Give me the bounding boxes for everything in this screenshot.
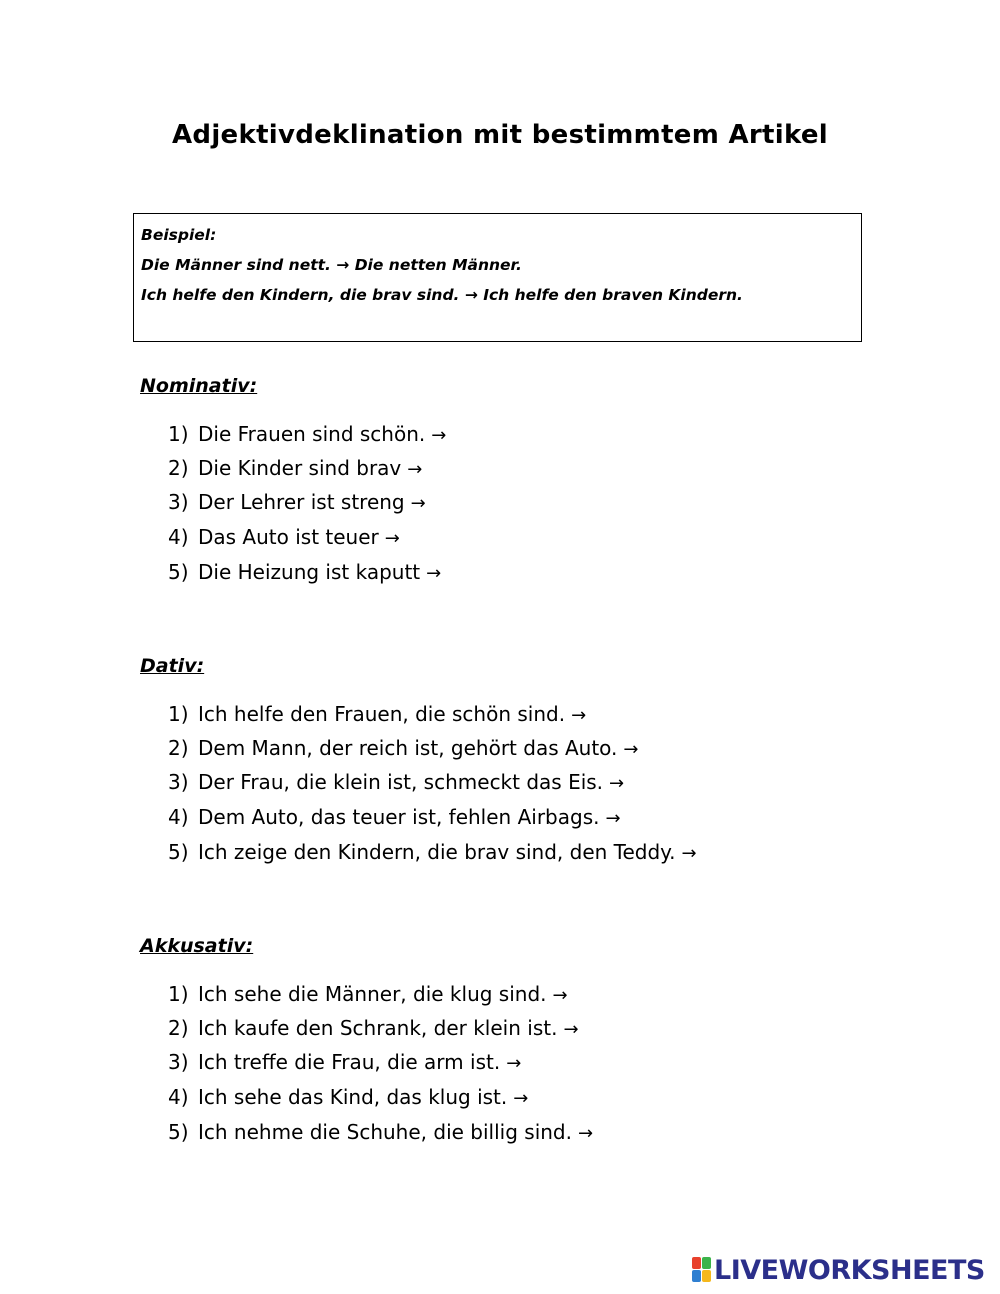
example-line-1: Die Männer sind nett. → Die netten Männer.: [141, 256, 522, 274]
item-number: 4): [168, 1085, 189, 1109]
list-item: [168, 525, 400, 549]
list-item: [168, 982, 568, 1006]
arrow-right-icon: →: [513, 1088, 529, 1109]
item-text: Das Auto ist teuer: [198, 525, 379, 549]
item-number: 1): [168, 422, 189, 446]
item-text: Die Kinder sind brav: [198, 456, 402, 480]
list-item: [168, 560, 441, 584]
list-item: [168, 1120, 593, 1144]
item-number: 4): [168, 525, 189, 549]
item-number: 3): [168, 770, 189, 794]
arrow-right-icon: →: [410, 493, 426, 514]
list-item: [168, 736, 639, 760]
arrow-right-icon: →: [426, 563, 442, 584]
example-line-2: Ich helfe den Kindern, die brav sind. → Ich helfe den braven Kindern.: [141, 286, 743, 304]
arrow-right-icon: →: [552, 985, 568, 1006]
item-text: Ich treffe die Frau, die arm ist.: [198, 1050, 501, 1074]
page-title: Adjektivdeklination mit bestimmtem Artikel: [172, 120, 828, 150]
list-item: [168, 805, 621, 829]
item-text: Der Lehrer ist streng: [198, 490, 405, 514]
arrow-right-icon: →: [506, 1053, 522, 1074]
list-item: [168, 770, 624, 794]
arrow-right-icon: →: [571, 705, 587, 726]
example-label: Beispiel:: [141, 226, 217, 244]
item-text: Die Frauen sind schön.: [198, 422, 426, 446]
section-heading-dativ: Dativ:: [140, 655, 205, 677]
item-number: 5): [168, 560, 189, 584]
arrow-right-icon: →: [623, 739, 639, 760]
arrow-right-icon: →: [577, 1123, 594, 1144]
list-item: [168, 840, 697, 864]
arrow-right-icon: →: [384, 528, 400, 549]
item-number: 3): [168, 490, 189, 514]
item-number: 5): [168, 1120, 189, 1144]
list-item: [168, 422, 446, 446]
item-text: Ich sehe die Männer, die klug sind.: [198, 982, 547, 1006]
arrow-right-icon: →: [563, 1019, 579, 1040]
item-text: Dem Auto, das teuer ist, fehlen Airbags.: [198, 805, 600, 829]
item-number: 2): [168, 456, 189, 480]
list-item: [168, 456, 422, 480]
liveworksheets-logo-icon: [692, 1257, 712, 1283]
item-text: Ich zeige den Kindern, die brav sind, den Teddy.: [198, 840, 676, 864]
brand-logo: [692, 1255, 985, 1285]
list-item: [168, 1016, 579, 1040]
item-number: 1): [168, 702, 189, 726]
example-box: [133, 213, 862, 342]
item-text: Ich sehe das Kind, das klug ist.: [198, 1085, 508, 1109]
brand-name: LIVEWORKSHEETS: [714, 1254, 985, 1286]
item-text: Ich helfe den Frauen, die schön sind.: [198, 702, 566, 726]
arrow-right-icon: →: [681, 843, 697, 864]
item-text: Ich kaufe den Schrank, der klein ist.: [198, 1016, 558, 1040]
item-text: Der Frau, die klein ist, schmeckt das Eis.: [198, 770, 604, 794]
arrow-right-icon: →: [431, 425, 447, 446]
list-item: [168, 702, 586, 726]
arrow-right-icon: →: [605, 808, 621, 829]
item-text: Die Heizung ist kaputt: [198, 560, 421, 584]
item-number: 2): [168, 736, 189, 760]
list-item: [168, 1050, 521, 1074]
arrow-right-icon: →: [407, 459, 423, 480]
item-text: Dem Mann, der reich ist, gehört das Auto.: [198, 736, 618, 760]
item-text: Ich nehme die Schuhe, die billig sind.: [198, 1120, 572, 1144]
list-item: [168, 1085, 528, 1109]
arrow-right-icon: →: [609, 773, 625, 794]
item-number: 2): [168, 1016, 189, 1040]
list-item: [168, 490, 426, 514]
section-heading-akkusativ: Akkusativ:: [140, 935, 254, 957]
item-number: 1): [168, 982, 189, 1006]
item-number: 3): [168, 1050, 189, 1074]
item-number: 4): [168, 805, 189, 829]
item-number: 5): [168, 840, 189, 864]
section-heading-nominativ: Nominativ:: [140, 375, 258, 397]
